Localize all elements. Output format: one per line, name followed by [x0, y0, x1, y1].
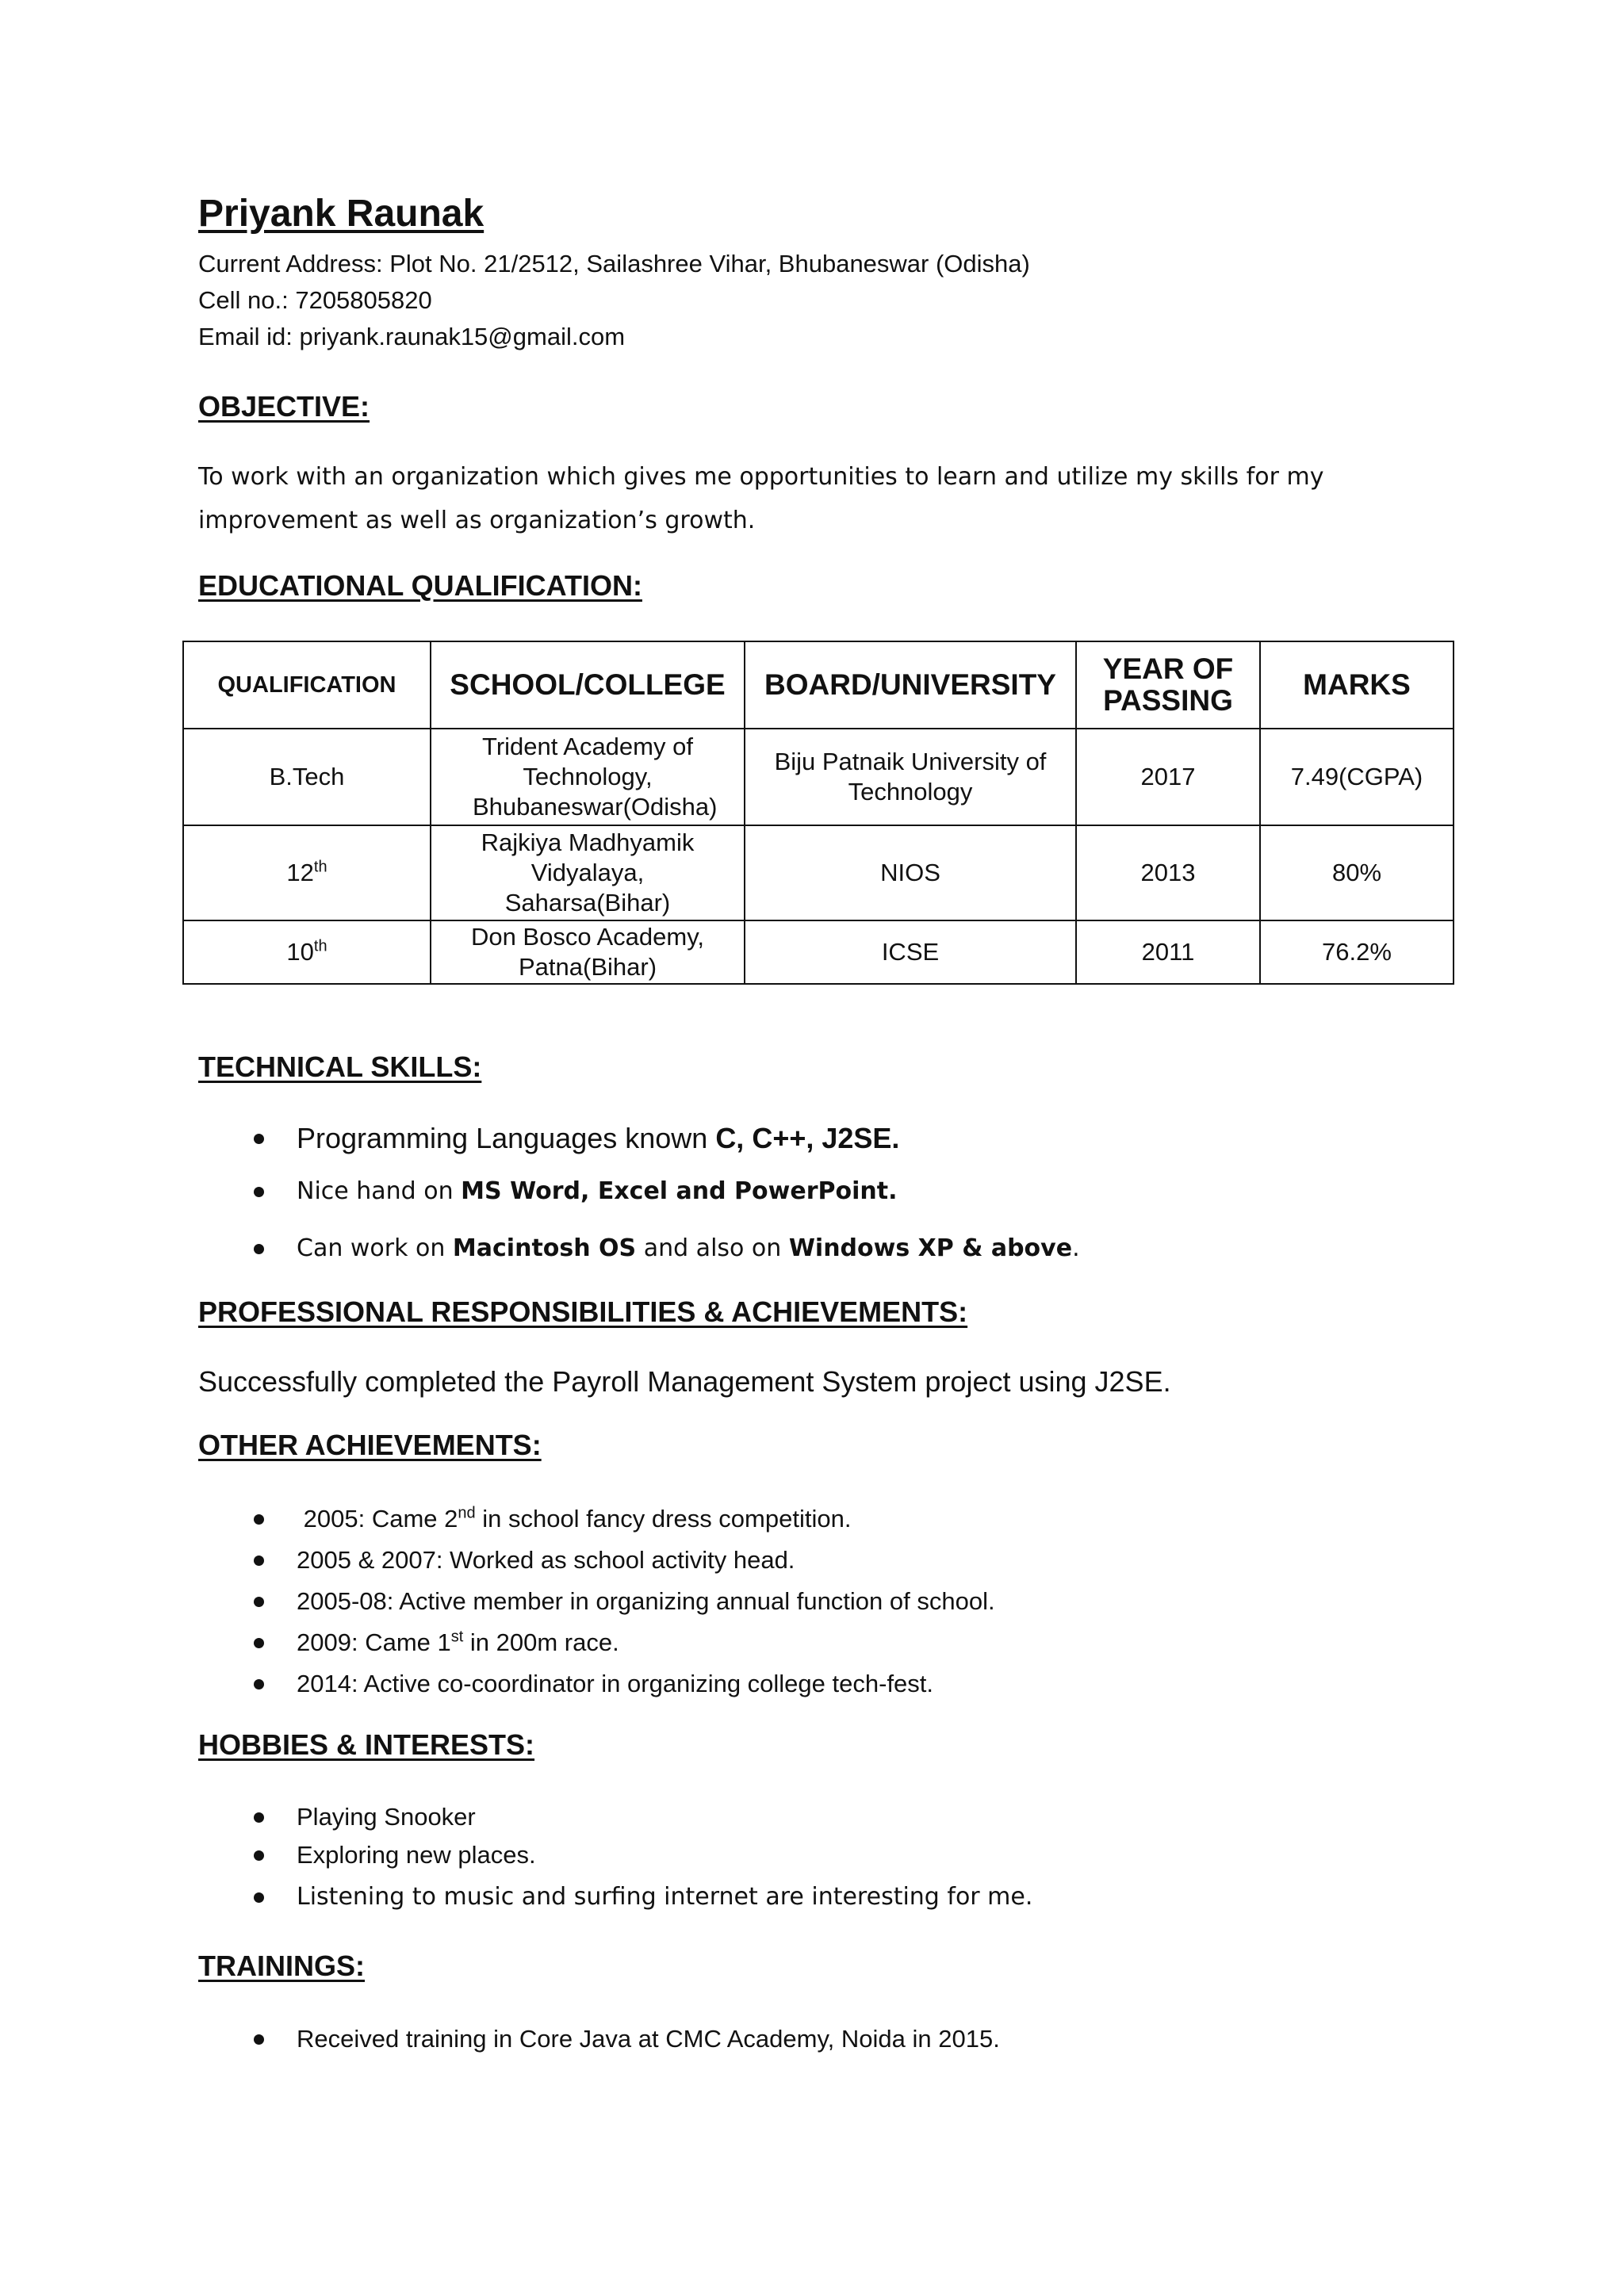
- other-achievements-heading: OTHER ACHIEVEMENTS:: [198, 1429, 542, 1461]
- list-item: [198, 1220, 1467, 1277]
- technical-skills-list: [198, 1114, 1467, 1277]
- achievement-sup: st: [450, 1628, 464, 1646]
- list-item: Exploring new places.: [198, 1836, 1467, 1874]
- technical-skills-heading: TECHNICAL SKILLS:: [198, 1050, 482, 1083]
- qualification-text: B.Tech: [269, 763, 345, 790]
- objective-heading: OBJECTIVE:: [198, 390, 370, 423]
- list-item: 2014: Active co-coordinator in organizing college tech-fest.: [198, 1663, 1467, 1705]
- qualification-text: 10: [286, 938, 314, 966]
- column-header: MARKS: [1260, 641, 1454, 729]
- other-achievements-list: [198, 1498, 1467, 1705]
- achievement-text: 2009: Came 1: [297, 1628, 451, 1656]
- school-cell: [431, 920, 745, 984]
- qualification-cell: [183, 920, 431, 984]
- list-item: 2005-08: Active member in organizing annual function of school.: [198, 1581, 1467, 1622]
- objective-text: [198, 455, 1507, 542]
- skill-bold: Windows XP & above: [788, 1234, 1073, 1262]
- list-item: Playing Snooker: [198, 1798, 1467, 1836]
- list-item: [198, 1163, 1467, 1220]
- cell-number: Cell no.: 7205805820: [198, 286, 432, 314]
- achievement-sup: nd: [458, 1504, 476, 1522]
- table-row: [183, 920, 1454, 984]
- year-cell: 2011: [1076, 920, 1260, 984]
- list-item: [198, 1498, 1467, 1540]
- table-header-row: [183, 641, 1454, 729]
- trainings-list: [198, 2019, 1467, 2060]
- year-cell: 2017: [1076, 729, 1260, 825]
- resume-header: [198, 190, 1467, 355]
- professional-heading: PROFESSIONAL RESPONSIBILITIES & ACHIEVEMENTS:: [198, 1295, 968, 1328]
- year-cell: 2013: [1076, 825, 1260, 920]
- trainings-heading: TRAININGS:: [198, 1950, 365, 1982]
- school-cell: [431, 729, 745, 825]
- school-text: Don Bosco Academy, Patna(Bihar): [470, 923, 705, 981]
- table-row: [183, 825, 1454, 920]
- qualification-cell: [183, 825, 431, 920]
- list-item: Listening to music and surfing internet are interesting for me.: [198, 1874, 1467, 1920]
- current-address: Current Address: Plot No. 21/2512, Sailashree Vihar, Bhubaneswar (Odisha): [198, 250, 1030, 277]
- list-item: Received training in Core Java at CMC Academy, Noida in 2015.: [198, 2019, 1467, 2060]
- list-item: [198, 1622, 1467, 1663]
- email-address: Email id: priyank.raunak15@gmail.com: [198, 323, 626, 350]
- school-cell: [431, 825, 745, 920]
- table-row: [183, 729, 1454, 825]
- achievement-text: 2005: Came 2: [303, 1505, 458, 1533]
- column-header: YEAR OF PASSING: [1076, 641, 1260, 729]
- qualification-text: 12: [286, 859, 314, 886]
- marks-cell: 7.49(CGPA): [1260, 729, 1454, 825]
- qualification-sup: th: [313, 937, 327, 955]
- list-item: 2005 & 2007: Worked as school activity head.: [198, 1540, 1467, 1581]
- skill-text: .: [1072, 1234, 1080, 1262]
- skill-text: Programming Languages known: [297, 1122, 716, 1154]
- list-item: [198, 1114, 1467, 1163]
- board-cell: [745, 729, 1076, 825]
- column-header: QUALIFICATION: [183, 641, 431, 729]
- column-header: BOARD/UNIVERSITY: [745, 641, 1076, 729]
- skill-text: and also on: [636, 1234, 789, 1262]
- marks-cell: 76.2%: [1260, 920, 1454, 984]
- achievement-text: in 200m race.: [463, 1628, 619, 1656]
- skill-bold: Macintosh OS: [452, 1234, 637, 1262]
- skill-bold: MS Word, Excel and PowerPoint.: [461, 1177, 898, 1205]
- hobbies-heading: HOBBIES & INTERESTS:: [198, 1728, 535, 1761]
- column-header: SCHOOL/COLLEGE: [431, 641, 745, 729]
- education-heading: EDUCATIONAL QUALIFICATION:: [198, 569, 642, 602]
- qualification-sup: th: [313, 858, 327, 876]
- objective-line-1: To work with an organization which gives me opportunities to learn and utilize my skills for my: [198, 463, 1324, 491]
- professional-text: Successfully completed the Payroll Management System project using J2SE.: [198, 1365, 1171, 1398]
- board-text: Biju Patnaik University of Technology: [774, 748, 1047, 806]
- skill-bold: C, C++, J2SE.: [715, 1122, 900, 1154]
- achievement-text: in school fancy dress competition.: [475, 1505, 852, 1533]
- qualification-cell: [183, 729, 431, 825]
- skill-text: Nice hand on: [297, 1177, 462, 1205]
- marks-cell: 80%: [1260, 825, 1454, 920]
- hobbies-list: [198, 1798, 1467, 1920]
- education-table: [182, 641, 1454, 985]
- skill-text: Can work on: [297, 1234, 453, 1262]
- board-cell: NIOS: [745, 825, 1076, 920]
- candidate-name: Priyank Raunak: [198, 193, 485, 235]
- school-text: Rajkiya Madhyamik Vidyalaya, Saharsa(Bihar): [481, 828, 695, 916]
- objective-line-2: improvement as well as organization’s growth.: [198, 507, 756, 534]
- school-text: Trident Academy of Technology, Bhubaneswar(Odisha): [473, 733, 718, 821]
- board-cell: ICSE: [745, 920, 1076, 984]
